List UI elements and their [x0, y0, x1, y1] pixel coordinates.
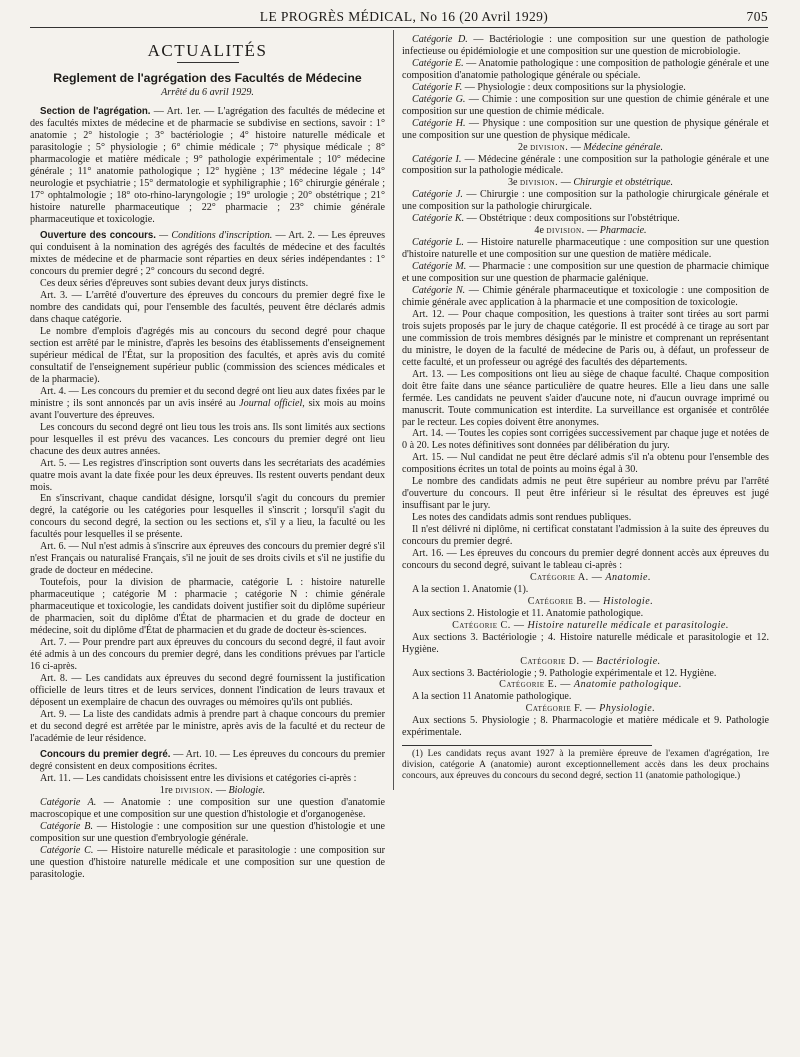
- paragraph: Le nombre d'emplois d'agrégés mis au concours du second degré pour chaque section est arrêté par le ministre, d'après les besoins des établissements d'enseignement supérieur médical de l'État, sur la proposition des facultés, et après avis du comité consultatif de l'enseignement supérieur public (commission des sciences médicales et de la pharmacie).: [30, 326, 385, 385]
- category-paragraph: Catégorie D. — Bactériologie : une composition sur une question de pathologie infectieuse ou épidémiologie et une composition sur une question de microbiologie.: [402, 34, 769, 57]
- running-title: LE PROGRÈS MÉDICAL, No 16 (20 Avril 1929): [259, 9, 549, 24]
- category-paragraph: Catégorie M. — Pharmacie : une composition sur une question de pharmacie chimique et une composition sur une question de pharmacie galénique.: [402, 261, 770, 285]
- category-paragraph: Catégorie G. — Chimie : une composition sur une question de chimie générale et une composition sur une question de chimie médicale.: [402, 93, 769, 117]
- table-category-heading: Catégorie D. — Bactériologie.: [520, 655, 661, 667]
- paragraph: Art. 6. — Nul n'est admis à s'inscrire aux épreuves des concours du premier degré s'il n'est Français ou naturalisé Français, s'il ne jouit de ses droits civils et s'il ne justifie du grade de docteur en médecine.: [30, 541, 385, 577]
- article-title: Reglement de l'agrégation des Facultés de Médecine: [53, 71, 362, 85]
- paragraph: En s'inscrivant, chaque candidat désigne, lorsqu'il s'agit du concours du premier degré, la catégorie ou les catégories pour lesquelles il s'inscrit ; lorsqu'il s'agit du concours du second degré, la section ou les sections et, s'il y a lieu, la faculté ou les facultés pour lesquelles il se présente.: [30, 493, 385, 541]
- footnote: (1) Les candidats reçus avant 1927 à la première épreuve de l'examen d'agrégation, 1re division, catégorie A (anatomie) auront exceptionnellement accès dans les deux prochains concours, aux épreuves du concours du second degré, section 11 (anatomie pathologique.): [402, 749, 769, 781]
- category-paragraph: Catégorie C. — Histoire naturelle médicale et parasitologie : une composition sur une question d'histoire naturelle médicale et une composition sur une question de parasitologie.: [30, 845, 386, 880]
- paragraph: Il n'est délivré ni diplôme, ni certificat constatant l'admission à la suite des épreuves du concours du premier degré.: [402, 524, 769, 548]
- page-header: [40, 9, 768, 27]
- paragraph: Art. 13. — Les compositions ont lieu au siège de chaque faculté. Chaque composition doit être faite dans une séance particulière de quatre heures. Elle a lieu dans une salle fermée. Les candidats ne peuvent s'aider d'aucune note, ni d'aucun ouvrage imprimé ou manuscrit. Toute communication est interdite. La surveillance est organisée et contrôlée par le recteur. Les copies doivent être anonymes.: [402, 368, 769, 428]
- table-category-heading: Catégorie A. — Anatomie.: [529, 571, 652, 583]
- paragraph: Art. 8. — Les candidats aux épreuves du second degré fournissent la justification officielle de leurs titres et de leurs services, donnent l'indication de leurs travaux et déposent un exemplaire de chacun des ouvrages ou mémoires qu'ils ont publiés.: [30, 672, 385, 708]
- table-category-body: A la section 1. Anatomie (1).: [412, 583, 529, 595]
- category-paragraph: Catégorie E. — Anatomie pathologique : une composition de pathologie générale et une composition d'anatomie pathologique générale ou spéciale.: [402, 57, 769, 81]
- paragraph: Ouverture des concours. — Conditions d'inscription. — Art. 2. — Les épreuves qui conduisent à la nomination des agrégés des facultés de médecine et des facultés mixtes de médecine et de pharmacie sont réparties en deux séries indépendantes : 1° concours du premier degré ; 2° concours du second degré.: [30, 230, 386, 278]
- table-category-body: A la section 11 Anatomie pathologique.: [412, 691, 572, 703]
- category-paragraph: Catégorie F. — Physiologie : deux compositions sur la physiologie.: [412, 81, 686, 93]
- paragraph: Art. 16. — Les épreuves du concours du premier degré donnent accès aux épreuves du concours du second degré, suivant le tableau ci-après :: [402, 547, 769, 571]
- division-heading: 4e division. — Pharmacie.: [534, 225, 647, 237]
- division-heading: 3e division. — Chirurgie et obstétrique.: [507, 177, 674, 189]
- paragraph: Art. 4. — Les concours du premier et du second degré ont lieu aux dates fixées par le ministre ; ils sont annoncés par un avis inséré au Journal officiel, six mois au moins avant l'ouverture des épreuves.: [30, 385, 386, 421]
- category-paragraph: Catégorie K. — Obstétrique : deux compositions sur l'obstétrique.: [412, 213, 680, 225]
- paragraph: Concours du premier degré. — Art. 10. — Les épreuves du concours du premier degré consistent en deux compositions écrites.: [30, 749, 386, 773]
- paragraph-lead: Concours du premier degré.: [40, 749, 171, 761]
- section-title: ACTUALITÉS: [147, 41, 268, 60]
- paragraph: Art. 9. — La liste des candidats admis à prendre part à chaque concours du premier et du second degré est arrêtée par le ministre, après avis de la faculté et du recteur de l'académie de leur résidence.: [30, 708, 385, 744]
- table-category-heading: Catégorie B. — Histologie.: [527, 595, 654, 607]
- paragraph: Art. 12. — Pour chaque composition, les questions à traiter sont tirées au sort parmi trois sujets proposés par le jury de chaque catégorie. Il est procédé à ce tirage au sort par une commission de trois membres désignés par le ministre et comprenant un représentant du ministre, le doyen de la faculté de médecine de Paris ou, à défaut, un professeur de cette faculté, et un professeur ou agrégé des facultés des départements.: [402, 308, 769, 368]
- table-category-body: Aux sections 3. Bactériologie ; 4. Histoire naturelle médicale et parasitologie et 12. Hygiène.: [402, 631, 769, 655]
- paragraph: Art. 7. — Pour prendre part aux épreuves du concours du second degré, il faut avoir été admis à un des concours du premier degré, dans les conditions prévues par l'article 16 ci-après.: [30, 636, 385, 672]
- paragraph: Art. 15. — Nul candidat ne peut être déclaré admis s'il n'a obtenu pour l'ensemble des compositions écrites un total de points au moins égal à 30.: [402, 452, 769, 476]
- category-paragraph: Catégorie L. — Histoire naturelle pharmaceutique : une composition sur une question d'histoire naturelle et une composition sur une question de matière médicale.: [402, 237, 769, 261]
- table-category-body: Aux sections 3. Bactériologie ; 9. Pathologie expérimentale et 12. Hygiène.: [412, 667, 717, 679]
- header-rule: [30, 27, 768, 28]
- table-category-body: Aux sections 2. Histologie et 11. Anatomie pathologique.: [412, 607, 644, 619]
- table-category-heading: Catégorie F. — Physiologie.: [525, 703, 656, 715]
- division-heading: 2e division. — Médecine générale.: [518, 141, 663, 153]
- paragraph: Le nombre des candidats admis ne peut être supérieur au nombre prévu par l'arrêté d'ouverture du concours. Il peut être inférieur si le résultat des épreuves est jugé insuffisant par le jury.: [402, 476, 769, 512]
- category-paragraph: Catégorie N. — Chimie générale pharmaceutique et toxicologie : une composition de chimie générale avec application à la pharmacie et une composition de toxicologie.: [402, 285, 769, 308]
- paragraph: Art. 5. — Les registres d'inscription sont ouverts dans les secrétariats des académies quatre mois avant la date fixée pour les deux épreuves. Ils restent ouverts pendant deux mois.: [30, 457, 385, 493]
- division-heading: 1re division. — Biologie.: [159, 785, 266, 797]
- paragraph: Les concours du second degré ont lieu tous les trois ans. Ils sont limités aux sections pour lesquelles il est prévu des vacances. Les concours du premier degré ont lieu chacune des deux autres années.: [30, 421, 385, 457]
- paragraph-lead: Ouverture des concours.: [40, 230, 156, 242]
- footnote-rule: [402, 745, 652, 746]
- paragraph-lead: Section de l'agrégation.: [40, 105, 151, 117]
- paragraph: Les notes des candidats admis sont rendues publiques.: [412, 512, 632, 524]
- table-category-body: Aux sections 5. Physiologie ; 8. Pharmacologie et matière médicale et 9. Pathologie expérimentale.: [402, 715, 769, 739]
- category-paragraph: Catégorie B. — Histologie : une composition sur une question d'histologie et une composition sur une question d'embryologie générale.: [30, 821, 385, 845]
- category-paragraph: Catégorie J. — Chirurgie : une composition sur la pathologie chirurgicale générale et une composition sur la pathologie chirurgicale.: [402, 189, 769, 213]
- paragraph: Ces deux séries d'épreuves sont subies devant deux jurys distincts.: [40, 278, 309, 290]
- paragraph: Section de l'agrégation. — Art. 1er. — L'agrégation des facultés de médecine et des facultés mixtes de médecine et de pharmacie se subdivise en sections, savoir : 1° anatomie ; 2° histologie ; 3° bactériologie ; 4° histoire naturelle médicale et parasitologie ; 5° physiologie ; 6° chimie médicale ; 7° physique médicale ; 8° pharmacologie et matière médicale ; 9° pathologie expérimentale ; 10° médecine générale ; 11° anatomie pathologique ; 12° hygiène ; 13° médecine légale ; 14° neurologie et psychiatrie ; 15° dermatologie et syphiligraphie ; 16° chirurgie générale ; 17° ophtalmologie ; 18° oto-rhino-laryngologie ; 19° urologie ; 20° obstétrique ; 21° histoire naturelle pharmaceutique ; 22° pharmacie ; 23° chimie générale pharmaceutique et toxicologie.: [30, 105, 385, 225]
- paragraph: Art. 11. — Les candidats choisissent entre les divisions et catégories ci-après :: [40, 773, 357, 785]
- category-paragraph: Catégorie I. — Médecine générale : une composition sur la pathologie générale et une composition sur la pathologie médicale.: [402, 153, 769, 177]
- column-divider: [393, 30, 394, 790]
- paragraph: Art. 14. — Toutes les copies sont corrigées successivement par chaque juge et notées de 0 à 20. Les notes définitives sont données par délibération du jury.: [402, 428, 769, 452]
- page-number: 705: [746, 9, 768, 24]
- paragraph: Art. 3. — L'arrêté d'ouverture des épreuves du concours du premier degré fixe le nombre des candidats qui, pour l'ensemble des facultés, peuvent être déclarés admis dans chaque catégorie.: [30, 290, 385, 326]
- paragraph: Toutefois, pour la division de pharmacie, catégorie L : histoire naturelle pharmaceutique ; catégorie M : pharmacie ; catégorie N : chimie générale pharmaceutique et toxicologie, les candidats doivent justifier soit du diplôme supérieur de pharmacien, soit du diplôme d'État de pharmacien et du grade de docteur en médecine, soit du diplôme d'État de pharmacien et du grade de docteur ès-sciences.: [30, 577, 385, 636]
- table-category-heading: Catégorie E. — Anatomie pathologique.: [499, 679, 682, 691]
- section-rule: [177, 62, 239, 63]
- category-paragraph: Catégorie A. — Anatomie : une composition sur une question d'anatomie macroscopique et une composition sur une question d'histologie et d'organogenèse.: [30, 797, 386, 821]
- left-column: [30, 34, 385, 881]
- table-category-heading: Catégorie C. — Histoire naturelle médicale et parasitologie.: [452, 619, 729, 631]
- category-paragraph: Catégorie H. — Physique : une composition sur une question de physique générale et une composition sur une question de physique médicale.: [402, 117, 769, 141]
- right-column: [402, 34, 769, 782]
- article-date: Arrêté du 6 avril 1929.: [161, 87, 254, 98]
